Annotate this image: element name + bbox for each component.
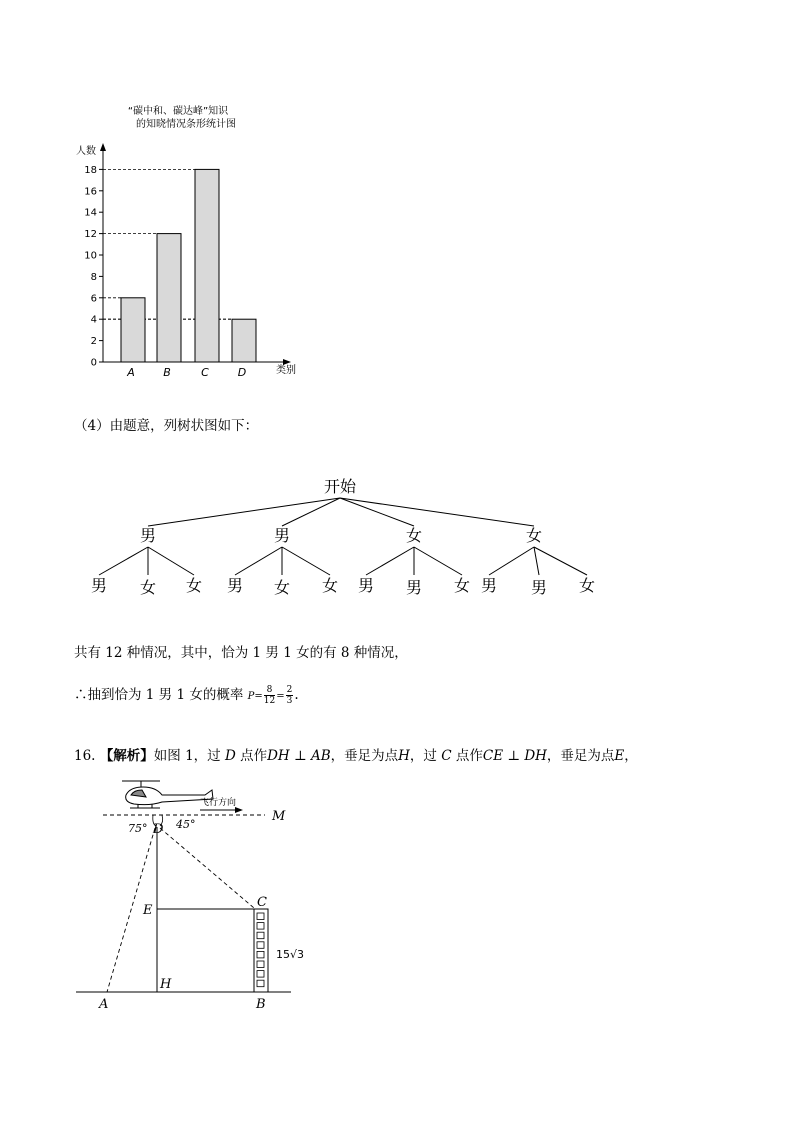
x-category-label: B — [163, 366, 171, 379]
height-label: 15√3 — [276, 948, 305, 961]
y-axis-arrow — [100, 143, 106, 151]
chart-title-line-1: “碳中和、碳达峰”知识 — [127, 106, 229, 117]
tree-branch — [489, 547, 534, 575]
y-tick-label: 16 — [84, 186, 97, 198]
y-tick-label: 0 — [90, 357, 97, 369]
tree-branch — [235, 547, 282, 575]
q16-point-H: H — [398, 748, 410, 764]
building-window — [257, 980, 264, 987]
angle-45-label: 45° — [176, 818, 196, 831]
probability-var: P — [247, 691, 255, 702]
building — [254, 909, 268, 992]
probability-line — [74, 683, 299, 706]
bar-B — [157, 234, 181, 362]
tree-level2-node: 女 — [321, 576, 339, 595]
tree-level2-node: 女 — [453, 576, 471, 595]
tree-branch — [99, 547, 148, 575]
y-tick-label: 18 — [84, 164, 97, 176]
x-category-label: A — [127, 366, 135, 379]
tree-level2-node: 男 — [226, 576, 244, 595]
fraction-8-12 — [264, 685, 275, 706]
tree-level2-node: 女 — [185, 576, 203, 595]
y-tick-label: 14 — [84, 207, 97, 219]
probability-prefix: ∴抽到恰为 1 男 1 女的概率 — [74, 687, 244, 703]
y-tick-label: 4 — [90, 314, 97, 326]
probability-eq2: = — [276, 691, 285, 702]
probability-eq1: = — [254, 691, 263, 702]
bar-C — [195, 169, 219, 362]
building-window — [257, 971, 264, 978]
tree-level2-node: 女 — [139, 578, 157, 597]
x-category-label: D — [237, 366, 247, 379]
angle-75-label: 75° — [128, 822, 148, 835]
q16-tag: 【解析】 — [99, 748, 154, 764]
q16-text-g: ， — [624, 748, 638, 764]
tree-level1-node: 女 — [525, 526, 543, 545]
y-tick-label: 6 — [90, 293, 97, 305]
tree-root: 开始 — [323, 477, 357, 496]
label-H: H — [160, 977, 172, 992]
y-tick-label: 12 — [84, 229, 97, 241]
probability-end: . — [294, 687, 299, 703]
q16-point-E: E — [614, 748, 625, 764]
tree-diagram — [0, 470, 794, 610]
building-window — [257, 923, 264, 930]
tree-level2-node: 男 — [357, 576, 375, 595]
building-window — [257, 913, 264, 920]
tree-branch — [340, 498, 534, 526]
q16-text-b: 点作 — [240, 748, 268, 764]
tree-level2-node: 男 — [480, 576, 498, 595]
q16-point-D: D — [224, 748, 236, 764]
tree-level2-node: 男 — [90, 576, 108, 595]
building-window — [257, 961, 264, 968]
fraction-denominator: 3 — [286, 696, 293, 706]
label-M: M — [272, 809, 286, 824]
y-tick-label: 10 — [84, 250, 97, 262]
direction-label: 飞行方向 — [199, 798, 237, 808]
label-B: B — [256, 997, 266, 1012]
bar-chart — [0, 0, 330, 390]
tree-level2-node: 女 — [578, 576, 596, 595]
tree-branch — [534, 547, 539, 575]
tree-branch — [366, 547, 414, 575]
q16-text-c: ，垂足为点 — [330, 748, 399, 764]
fraction-2-3 — [286, 685, 294, 706]
q16-number: 16. — [74, 748, 96, 764]
fraction-denominator: 12 — [263, 696, 276, 706]
building-window — [257, 942, 264, 949]
fraction-numerator: 8 — [264, 685, 275, 696]
fraction-numerator: 2 — [286, 685, 293, 695]
chart-title-line-2: 的知晓情况条形统计图 — [136, 119, 236, 130]
label-C: C — [257, 895, 267, 910]
q16-text-f: ，垂足为点 — [546, 748, 615, 764]
q16-text-d: ，过 — [409, 748, 437, 764]
summary-line: 共有 12 种情况，其中，恰为 1 男 1 女的有 8 种情况， — [74, 645, 408, 661]
tree-branch — [148, 547, 194, 575]
q16-perp-CE-DH: CE ⊥ DH — [482, 748, 547, 764]
y-tick-label: 2 — [90, 336, 97, 348]
dashed-DC — [160, 828, 254, 908]
q16-text-e: 点作 — [455, 748, 483, 764]
bar-D — [232, 319, 256, 362]
building-window — [257, 932, 264, 939]
tree-branch — [282, 547, 330, 575]
tree-level2-node: 男 — [530, 578, 548, 597]
part4-intro: （4）由题意，列树状图如下： — [74, 418, 259, 434]
q16-perp-DH-AB: DH ⊥ AB — [267, 748, 331, 764]
x-category-label: C — [201, 366, 209, 379]
label-E: E — [143, 903, 153, 918]
label-D: D — [153, 822, 164, 837]
building-window — [257, 951, 264, 958]
geometry-figure — [0, 770, 340, 1020]
q16-point-C: C — [441, 748, 452, 764]
q16-text-a: 如图 1，过 — [153, 748, 221, 764]
tree-level1-node: 男 — [139, 526, 157, 545]
label-A: A — [99, 997, 109, 1012]
q16-line — [74, 744, 638, 764]
y-tick-label: 8 — [90, 271, 97, 283]
tree-branch — [414, 547, 462, 575]
direction-arrowhead — [235, 807, 243, 813]
tree-level1-node: 男 — [273, 526, 291, 545]
tree-branch — [340, 498, 414, 526]
tree-level2-node: 男 — [405, 578, 423, 597]
bar-A — [121, 298, 145, 362]
tree-branch — [534, 547, 587, 575]
tree-level1-node: 女 — [405, 526, 423, 545]
chart-ylabel: 人数 — [76, 146, 96, 157]
tree-level2-node: 女 — [273, 578, 291, 597]
chart-xlabel: 类别 — [276, 365, 296, 376]
